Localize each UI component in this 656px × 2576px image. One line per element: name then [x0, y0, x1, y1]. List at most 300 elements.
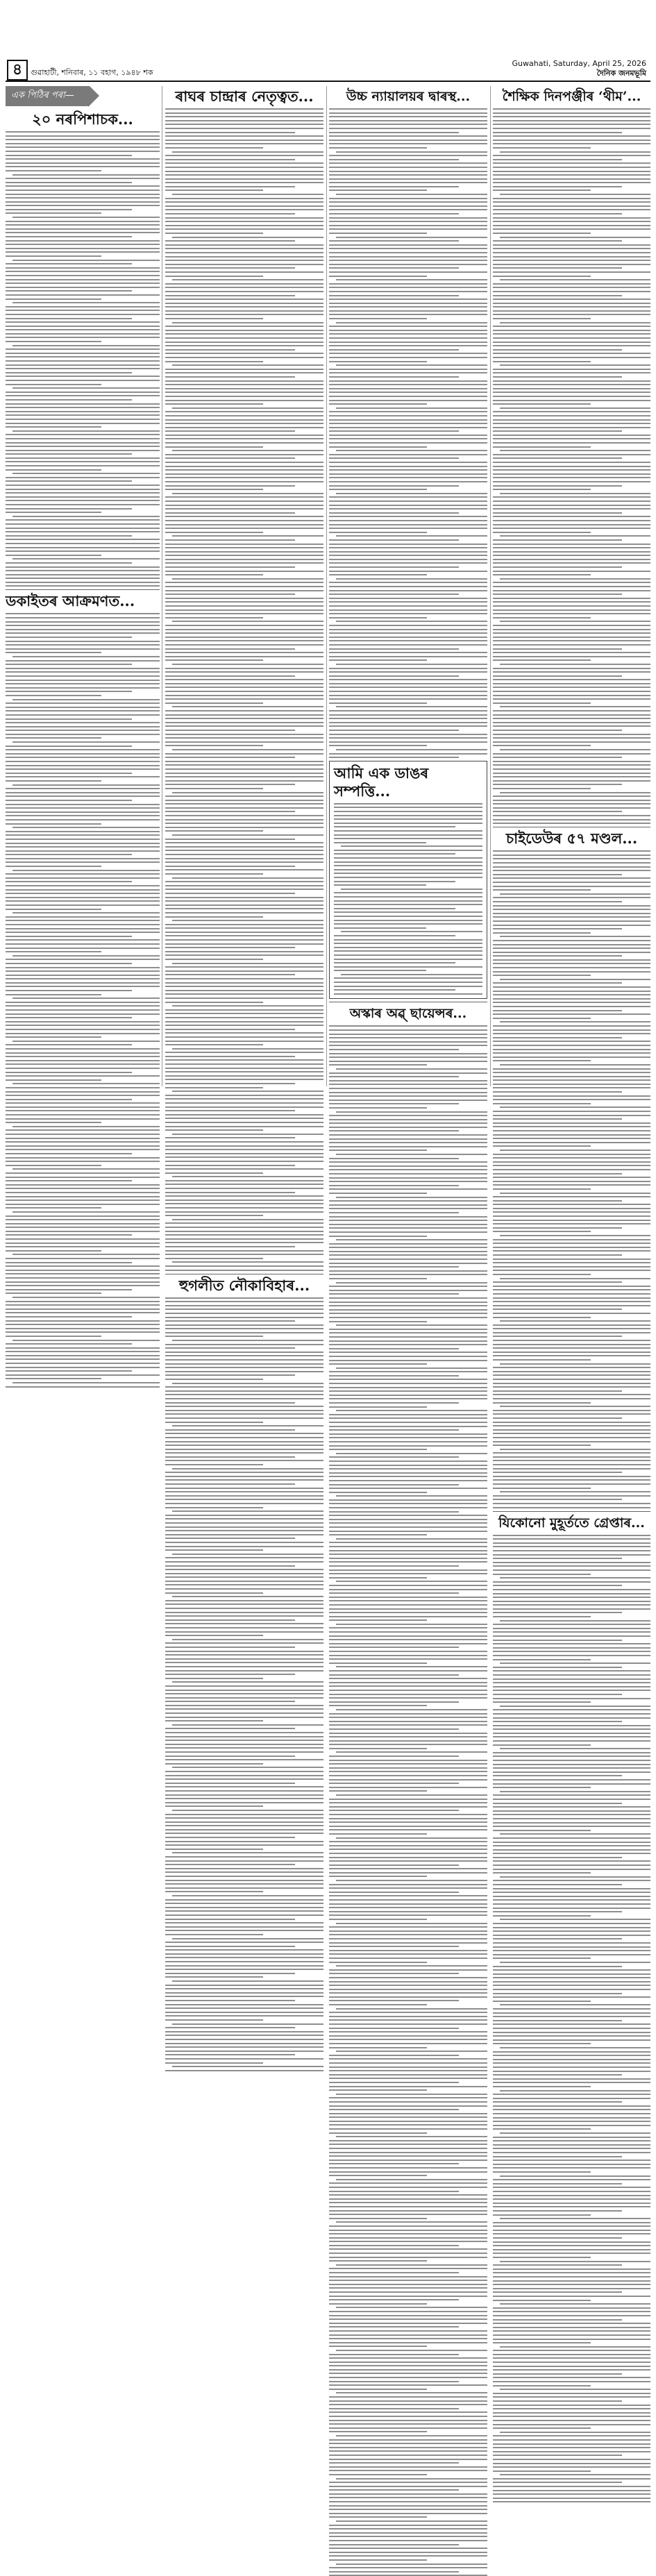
text-line [329, 1841, 487, 1842]
text-line [165, 1507, 263, 1508]
text-line [165, 1670, 323, 1672]
text-line [334, 927, 426, 929]
text-line [165, 904, 323, 906]
text-line [329, 2404, 487, 2405]
text-line [165, 1751, 323, 1753]
text-line [336, 1453, 487, 1454]
text-line [6, 1056, 160, 1057]
text-line [329, 516, 487, 517]
text-line [493, 1950, 650, 1951]
text-line [493, 574, 591, 575]
text-line [493, 1690, 650, 1691]
text-line [329, 2462, 459, 2464]
text-line [172, 237, 323, 238]
headline-dangar-sampatti: আমি এক ডাঙৰ সম্পত্তি... [334, 764, 429, 800]
text-line [6, 920, 160, 921]
text-line [172, 578, 323, 580]
text-line [493, 1488, 591, 1489]
text-line [6, 1243, 160, 1244]
text-line [329, 1938, 487, 1939]
text-line [329, 2334, 487, 2336]
text-line [12, 1254, 160, 1255]
text-line [329, 462, 487, 463]
text-line [329, 1992, 487, 1994]
text-line [165, 819, 323, 820]
text-line [165, 1363, 323, 1365]
text-line [493, 2125, 650, 2126]
text-line [165, 388, 323, 389]
text-line [329, 209, 487, 210]
text-line [336, 279, 487, 280]
text-line [165, 314, 323, 315]
text-line [6, 877, 160, 879]
text-line [493, 178, 650, 180]
page-number: ৪ [7, 60, 28, 81]
text-line [329, 512, 459, 514]
text-line [12, 430, 160, 432]
text-line [493, 190, 591, 191]
text-line [165, 1515, 323, 1516]
text-line [493, 1308, 622, 1310]
text-line [165, 1122, 323, 1123]
text-line [329, 1647, 459, 1648]
text-line [493, 1740, 650, 1742]
text-line [329, 369, 487, 370]
text-line [493, 209, 650, 210]
text-line [493, 644, 650, 646]
text-line [329, 400, 487, 401]
text-line [329, 427, 487, 428]
text-line [6, 228, 160, 230]
text-line [165, 866, 295, 867]
text-line [334, 935, 455, 936]
text-line [165, 1976, 263, 1978]
text-line [6, 283, 160, 284]
text-line [165, 2015, 323, 2017]
text-line [6, 531, 160, 532]
text-line [493, 571, 650, 572]
text-line [329, 2028, 459, 2029]
text-line [6, 306, 160, 308]
article-body-academic-calendar [493, 108, 650, 824]
text-line [329, 1029, 487, 1031]
text-line [12, 955, 160, 957]
text-line [493, 2008, 650, 2010]
text-line [165, 1690, 323, 1691]
headline-arrest: যিকোনো মুহূৰ্ততে গ্ৰেপ্তাৰ... [498, 1515, 645, 1531]
text-line [6, 768, 160, 770]
text-line [329, 1860, 487, 1862]
text-line [6, 1025, 160, 1026]
text-line [493, 295, 622, 296]
text-line [6, 403, 160, 405]
text-line [493, 1223, 650, 1224]
text-line [165, 1642, 323, 1644]
text-line [165, 1071, 323, 1072]
text-line [329, 1034, 487, 1035]
text-line [6, 948, 160, 949]
text-line [336, 1282, 487, 1283]
text-line [493, 2187, 650, 2188]
text-line [6, 376, 160, 377]
text-line [6, 761, 160, 762]
text-line [336, 2264, 487, 2266]
text-line [329, 2144, 487, 2145]
text-line [6, 939, 160, 941]
text-line [165, 333, 323, 335]
text-line [329, 1756, 459, 1757]
text-line [165, 357, 323, 358]
text-line [165, 551, 323, 553]
text-line [329, 2303, 427, 2305]
text-line [329, 1515, 487, 1516]
text-line [165, 221, 323, 222]
text-line [493, 1721, 622, 1722]
text-line [6, 1355, 160, 1356]
text-line [329, 718, 487, 719]
text-line [493, 1204, 650, 1205]
text-line [329, 2567, 487, 2568]
text-line [493, 124, 650, 125]
text-line [493, 975, 591, 976]
text-line [165, 1573, 323, 1574]
text-line [165, 1930, 323, 1931]
text-line [6, 959, 160, 960]
text-line [6, 348, 160, 350]
text-line [165, 807, 323, 809]
text-line [336, 2221, 487, 2223]
text-line [172, 1767, 323, 1768]
text-line [165, 1410, 323, 1411]
text-line [165, 854, 323, 855]
text-line [493, 1196, 650, 1197]
text-line [493, 691, 650, 692]
text-line [6, 707, 160, 708]
text-line [165, 1029, 295, 1030]
text-line [493, 671, 650, 673]
text-line [165, 454, 323, 455]
text-line [493, 1631, 650, 1633]
text-line [165, 512, 295, 514]
text-line [493, 524, 650, 525]
text-line [329, 520, 487, 521]
text-line [493, 1771, 650, 1773]
text-line [329, 388, 487, 389]
text-line [165, 1433, 323, 1434]
text-line [165, 1530, 323, 1531]
text-line [165, 1522, 323, 1524]
text-line [329, 1989, 487, 1990]
text-line [493, 1367, 650, 1368]
text-line [165, 2031, 323, 2032]
text-line [165, 1036, 323, 1038]
text-line [493, 1989, 650, 1990]
text-line [6, 687, 160, 689]
text-line [172, 322, 323, 323]
text-line [6, 1192, 160, 1193]
text-line [329, 1996, 487, 1998]
text-line [329, 2439, 487, 2441]
text-line [493, 244, 650, 246]
text-line [493, 2300, 591, 2301]
text-line [329, 454, 487, 455]
text-line [336, 1154, 487, 1155]
text-line [334, 982, 482, 983]
text-line [493, 862, 650, 864]
text-line [329, 217, 487, 219]
text-line [493, 384, 650, 385]
text-line [329, 240, 459, 242]
text-line [500, 792, 650, 793]
text-line [493, 2249, 650, 2250]
text-line [165, 1246, 295, 1247]
text-line [493, 1254, 622, 1256]
text-line [493, 1052, 650, 1054]
text-line [6, 904, 160, 906]
text-line [165, 233, 263, 234]
text-line [165, 1992, 323, 1994]
text-line [165, 190, 263, 191]
text-line [493, 2405, 650, 2406]
text-line [329, 2097, 487, 2098]
text-line [334, 977, 482, 979]
text-line [334, 939, 482, 941]
text-line [493, 2113, 650, 2114]
text-line [329, 1297, 487, 1299]
text-line [172, 834, 323, 836]
text-line [329, 473, 487, 475]
text-line [493, 967, 650, 968]
text-line [329, 1526, 487, 1528]
text-line [165, 675, 295, 677]
text-line [165, 342, 323, 343]
text-line [493, 1099, 650, 1100]
text-line [165, 1129, 263, 1131]
text-line [6, 800, 132, 801]
text-line [165, 768, 323, 770]
text-line [165, 1805, 263, 1807]
text-line [6, 1099, 132, 1100]
text-line [493, 1930, 650, 1932]
text-line [493, 1033, 650, 1034]
text-line [6, 1347, 160, 1349]
text-line [329, 574, 427, 575]
text-line [165, 252, 323, 253]
text-line [165, 287, 323, 288]
text-line [493, 2128, 591, 2130]
text-line [500, 194, 650, 195]
text-line [493, 1103, 591, 1104]
text-line [12, 1340, 160, 1341]
text-line [329, 1818, 487, 1819]
text-line [493, 403, 591, 405]
text-line [329, 1045, 487, 1046]
text-line [329, 318, 427, 319]
text-line [493, 2424, 650, 2425]
text-line [493, 462, 650, 463]
text-line [493, 298, 650, 300]
text-line [329, 1220, 487, 1221]
text-line [493, 1084, 650, 1085]
text-line [165, 1126, 323, 1127]
text-line [165, 505, 323, 506]
text-line [165, 435, 323, 436]
text-line [334, 853, 455, 855]
text-line [165, 1549, 263, 1551]
text-line [329, 1592, 459, 1594]
text-line [329, 1787, 487, 1788]
text-line [165, 815, 323, 816]
text-line [329, 112, 487, 114]
text-line [493, 617, 591, 618]
text-line [6, 477, 160, 478]
text-line [493, 1410, 650, 1411]
text-line [329, 702, 427, 704]
text-line [493, 2342, 591, 2343]
text-line [493, 2354, 650, 2355]
text-line [6, 726, 160, 727]
text-line [12, 870, 160, 871]
text-line [172, 1510, 323, 1512]
text-line [493, 1853, 650, 1854]
text-line [329, 2486, 487, 2487]
text-line [6, 287, 160, 288]
text-line [6, 1370, 132, 1372]
text-line [6, 637, 132, 638]
text-line [336, 1923, 487, 1924]
text-line [329, 679, 487, 680]
text-line [329, 594, 459, 595]
text-line [165, 500, 323, 502]
text-line [165, 318, 263, 319]
text-line [6, 967, 160, 968]
text-line [165, 248, 323, 249]
text-line [493, 1188, 591, 1190]
text-line [493, 2334, 650, 2336]
text-line [165, 1156, 323, 1158]
text-line [172, 493, 323, 494]
text-line [165, 128, 323, 129]
text-line [6, 356, 160, 357]
text-line [329, 1914, 487, 1916]
text-line [493, 1911, 622, 1912]
text-line [165, 900, 323, 902]
text-line [165, 970, 323, 972]
text-line [493, 1289, 650, 1290]
text-line [329, 1130, 459, 1131]
text-line [165, 1736, 323, 1737]
text-line [6, 811, 160, 813]
text-line [6, 714, 160, 716]
text-line [493, 1437, 650, 1438]
text-line [172, 1383, 323, 1384]
text-line [6, 625, 160, 626]
text-line [493, 998, 650, 1000]
text-line [500, 1662, 650, 1664]
text-line [6, 528, 160, 529]
text-line [165, 1946, 295, 1947]
text-line [329, 1422, 487, 1423]
text-line [6, 1002, 160, 1003]
text-line [329, 489, 427, 490]
text-line [165, 415, 323, 416]
text-line [329, 1437, 487, 1438]
text-line [6, 866, 101, 867]
text-line [165, 1464, 263, 1465]
text-line [329, 1417, 487, 1419]
text-line [329, 1748, 427, 1749]
text-line [493, 1476, 650, 1477]
text-line [334, 881, 455, 882]
text-line [165, 687, 323, 688]
text-line [329, 1185, 459, 1186]
text-line [329, 120, 487, 121]
text-line [493, 2066, 650, 2068]
text-line [493, 2082, 650, 2083]
text-line [493, 625, 650, 626]
text-line [165, 1907, 323, 1908]
text-line [493, 2315, 650, 2316]
text-line [493, 652, 650, 653]
text-line [329, 1868, 487, 1869]
text-line [172, 1980, 323, 1982]
text-line [334, 877, 482, 878]
text-line [493, 376, 622, 378]
text-line [165, 730, 295, 731]
text-line [172, 1681, 323, 1683]
text-line [329, 2233, 487, 2234]
text-line [6, 550, 160, 552]
text-line [165, 547, 323, 548]
text-line [329, 1398, 487, 1399]
text-line [334, 896, 482, 898]
text-line [493, 598, 650, 599]
text-line [493, 1118, 622, 1120]
text-line [165, 893, 295, 894]
text-line [329, 2525, 487, 2526]
text-line [329, 1158, 459, 1159]
text-line [165, 1985, 323, 1986]
text-line [165, 737, 323, 739]
text-line [493, 128, 650, 129]
text-line [6, 753, 160, 755]
text-line [329, 1084, 487, 1085]
text-line [329, 384, 487, 385]
text-line [6, 1358, 160, 1360]
text-line [493, 2272, 650, 2273]
text-line [329, 1690, 487, 1691]
text-line [493, 1888, 650, 1889]
text-line [329, 1254, 487, 1256]
text-line [165, 710, 323, 712]
text-line [165, 2070, 323, 2071]
text-line [165, 1254, 323, 1255]
text-line [493, 1157, 650, 1159]
text-line [6, 788, 160, 789]
text-line [493, 877, 650, 879]
text-line [165, 555, 323, 556]
text-line [334, 959, 482, 960]
text-line [336, 2179, 487, 2180]
text-line [165, 205, 323, 207]
text-line [493, 1045, 650, 1046]
text-line [165, 1332, 323, 1333]
text-line [493, 916, 650, 918]
text-line [493, 2490, 650, 2491]
text-line [165, 1052, 323, 1053]
text-line [165, 260, 323, 261]
text-line [493, 679, 650, 680]
